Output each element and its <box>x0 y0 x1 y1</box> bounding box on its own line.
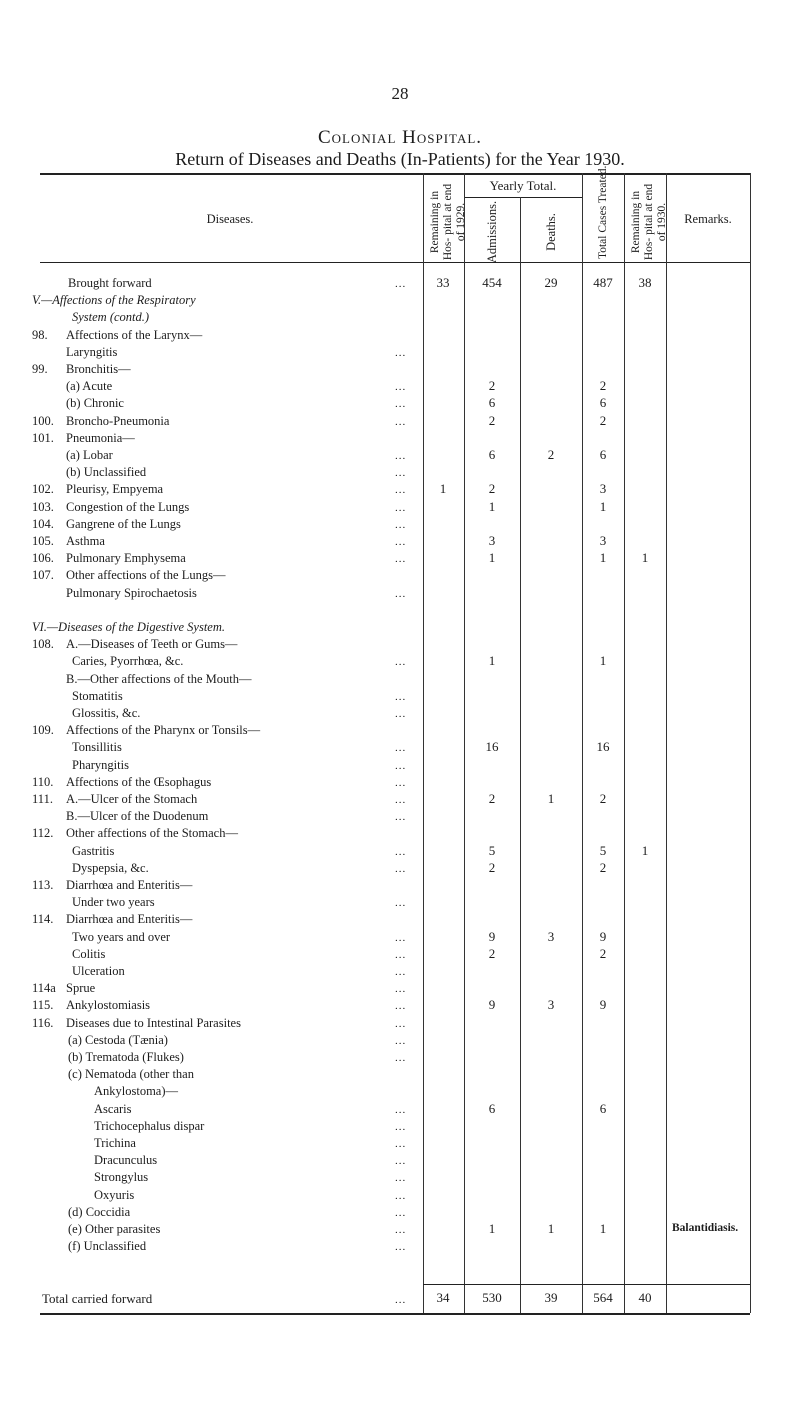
disease-label: Pulmonary Spirochaetosis <box>66 585 197 600</box>
leader-dots: ... <box>395 690 407 703</box>
cell-total-treated: 2 <box>599 412 607 428</box>
col-rule-6 <box>666 173 667 1313</box>
leader-dots: ... <box>395 1034 407 1047</box>
leader-dots: ... <box>395 1120 407 1133</box>
leader-dots: ... <box>395 1000 407 1013</box>
cell-total-treated: 2 <box>599 378 607 394</box>
leader-dots: ... <box>395 484 407 497</box>
disease-label: Diarrhœa and Enteritis— <box>66 878 193 892</box>
cell-total-treated: 1 <box>599 653 607 669</box>
cell-admissions: 3 <box>488 533 496 548</box>
leader-dots: ... <box>395 931 407 944</box>
disease-label: Broncho-Pneumonia <box>66 413 170 428</box>
leader-dots: ... <box>395 966 407 978</box>
disease-label: Other affections of the Lungs— <box>66 568 226 583</box>
disease-label: Brought forward <box>68 276 152 290</box>
row-number: 104. <box>32 516 54 531</box>
report-title: Colonial Hospital. <box>317 127 483 148</box>
cell-total-treated: 3 <box>599 533 607 548</box>
cell-total-treated: 9 <box>599 997 607 1013</box>
row-number: 106. <box>32 551 54 566</box>
leader-dots: ... <box>395 501 407 514</box>
cell-remaining-start: 33 <box>436 275 450 290</box>
cell-admissions: 2 <box>488 791 496 806</box>
leader-dots: ... <box>395 656 407 669</box>
row-number: 114a <box>32 981 56 996</box>
col-rule-3 <box>520 197 521 1313</box>
footer-deaths: 39 <box>544 1290 558 1305</box>
cell-total-treated: 6 <box>599 1100 607 1116</box>
disease-label: Affections of the Pharynx or Tonsils— <box>66 723 261 738</box>
leader-dots: ... <box>395 742 407 755</box>
leader-dots: ... <box>395 1224 407 1236</box>
cell-total-treated: 2 <box>599 859 607 875</box>
cell-deaths: 1 <box>547 1221 555 1236</box>
leader-dots: ... <box>395 1155 407 1168</box>
row-number: 112. <box>32 826 54 841</box>
cell-remaining-end: 38 <box>638 275 652 290</box>
disease-label: (f) Unclassified <box>68 1239 147 1254</box>
disease-label: Laryngitis <box>66 344 118 359</box>
leader-dots: ... <box>395 278 407 290</box>
cell-admissions: 5 <box>488 842 496 858</box>
cell-admissions: 9 <box>488 928 496 944</box>
row-number: 108. <box>32 637 54 652</box>
disease-label: Ankylostoma)— <box>94 1084 179 1099</box>
leader-dots: ... <box>395 1172 407 1185</box>
leader-dots: ... <box>395 862 407 875</box>
disease-label: (a) Acute <box>66 379 113 394</box>
disease-label: Gastritis <box>72 843 115 858</box>
leader-dots: ... <box>395 948 407 961</box>
disease-label: (b) Trematoda (Flukes) <box>68 1050 184 1064</box>
disease-label: Ascaris <box>94 1101 132 1116</box>
cell-total-treated: 3 <box>599 481 607 497</box>
cell-total-treated: 5 <box>599 842 607 858</box>
disease-label: (d) Coccidia <box>68 1204 131 1219</box>
leader-dots: ... <box>395 346 407 359</box>
cell-admissions: 1 <box>488 550 496 566</box>
disease-label: Other affections of the Stomach— <box>66 826 238 841</box>
leader-dots: ... <box>395 398 407 411</box>
disease-label: Affections of the Larynx— <box>66 327 203 342</box>
cell-remarks: Balantidiasis. <box>672 1222 739 1234</box>
table-bottom-rule <box>40 1313 750 1315</box>
disease-label: V.—Affections of the Respiratory <box>32 293 196 308</box>
cell-admissions: 9 <box>488 997 496 1013</box>
cell-total-treated: 16 <box>596 739 610 755</box>
header-remaining-end: Remaining in Hos- pital at end of 1930. <box>630 183 668 261</box>
footer-rem-start: 34 <box>436 1290 450 1305</box>
row-number: 116. <box>32 1015 54 1030</box>
leader-dots: ... <box>395 536 407 548</box>
header-remarks: Remarks. <box>684 212 732 226</box>
cell-remaining-end: 1 <box>641 550 649 566</box>
cell-admissions: 2 <box>488 481 496 497</box>
row-number: 109. <box>32 723 54 738</box>
row-number: 102. <box>32 482 54 497</box>
disease-label: Trichina <box>94 1136 136 1150</box>
cell-admissions: 2 <box>488 412 496 428</box>
cell-remaining-end: 1 <box>641 842 649 858</box>
disease-label: B.—Other affections of the Mouth— <box>66 671 252 686</box>
cell-admissions: 2 <box>488 945 496 961</box>
disease-label: B.—Ulcer of the Duodenum <box>66 809 209 824</box>
col-rule-5 <box>624 173 625 1313</box>
disease-label: (c) Nematoda (other than <box>68 1067 194 1082</box>
cell-total-treated: 2 <box>599 791 607 806</box>
row-number: 98. <box>32 327 48 342</box>
cell-admissions: 1 <box>488 1221 496 1236</box>
col-rule-7 <box>750 173 751 1313</box>
row-number: 114. <box>32 912 54 927</box>
disease-label: Diarrhœa and Enteritis— <box>66 912 193 927</box>
cell-deaths: 3 <box>547 997 555 1013</box>
footer-rem-end: 40 <box>638 1290 652 1305</box>
cell-total-treated: 2 <box>599 945 607 961</box>
cell-remaining-start: 1 <box>439 481 447 497</box>
cell-admissions: 2 <box>488 378 496 394</box>
disease-label: Pharyngitis <box>72 757 129 772</box>
disease-label: Oxyuris <box>94 1187 135 1202</box>
leader-dots: ... <box>395 708 407 720</box>
leader-dots: ... <box>395 1017 407 1030</box>
row-number: 111. <box>32 792 53 806</box>
cell-admissions: 1 <box>488 653 496 669</box>
row-number: 115. <box>32 998 54 1013</box>
table-top-rule <box>40 173 750 175</box>
disease-label: VI.—Diseases of the Digestive System. <box>32 620 226 634</box>
leader-dots: ... <box>395 897 407 910</box>
disease-label: Ankylostomiasis <box>66 998 151 1013</box>
disease-label: Dracunculus <box>94 1153 158 1168</box>
cell-deaths: 3 <box>547 928 555 944</box>
row-number: 107. <box>32 568 54 583</box>
leader-dots: ... <box>395 518 407 531</box>
disease-label: Under two years <box>72 895 155 910</box>
leader-dots: ... <box>395 450 407 462</box>
leader-dots: ... <box>395 415 407 428</box>
header-bottom-rule <box>40 262 750 263</box>
leader-dots: ... <box>395 845 407 858</box>
cell-total-treated: 487 <box>593 275 613 290</box>
disease-label: Gangrene of the Lungs <box>66 516 181 531</box>
disease-label: (b) Chronic <box>66 396 124 411</box>
leader-dots: ... <box>395 1189 407 1202</box>
disease-label: System (contd.) <box>72 310 150 325</box>
disease-label: Pneumonia— <box>66 430 135 445</box>
row-number: 110. <box>32 774 54 789</box>
footer-total: 564 <box>593 1290 613 1305</box>
header-yearly-total: Yearly Total. <box>489 178 557 193</box>
disease-label: Asthma <box>66 534 105 548</box>
disease-label: Colitis <box>72 946 106 961</box>
disease-label: Tonsillitis <box>72 740 122 755</box>
footer-dots: ... <box>395 1294 407 1306</box>
disease-label: (b) Unclassified <box>66 465 147 480</box>
leader-dots: ... <box>395 759 407 772</box>
leader-dots: ... <box>395 1052 407 1064</box>
cell-deaths: 29 <box>544 275 558 290</box>
row-number: 101. <box>32 430 54 445</box>
header-deaths: Deaths. <box>544 213 558 251</box>
leader-dots: ... <box>395 381 407 394</box>
disease-label: Caries, Pyorrhœa, &c. <box>72 654 184 669</box>
leader-dots: ... <box>395 587 407 600</box>
cell-admissions: 2 <box>488 859 496 875</box>
header-remaining-start: Remaining in Hos- pital at end of 1929. <box>429 183 467 261</box>
disease-label: Sprue <box>66 981 96 996</box>
cell-deaths: 1 <box>547 791 555 806</box>
cell-total-treated: 9 <box>599 928 607 944</box>
disease-label: Glossitis, &c. <box>72 706 141 720</box>
leader-dots: ... <box>395 794 407 806</box>
leader-dots: ... <box>395 811 407 824</box>
cell-total-treated: 6 <box>599 447 607 462</box>
disease-label: (a) Lobar <box>66 448 113 462</box>
disease-label: Strongylus <box>94 1170 149 1185</box>
row-number: 100. <box>32 413 54 428</box>
cell-admissions: 16 <box>485 739 499 755</box>
cell-total-treated: 6 <box>599 395 607 411</box>
header-admissions: Admissions. <box>485 200 499 264</box>
leader-dots: ... <box>395 553 407 566</box>
cell-total-treated: 1 <box>599 498 607 514</box>
disease-label: A.—Diseases of Teeth or Gums— <box>66 637 238 652</box>
leader-dots: ... <box>395 1138 407 1150</box>
row-number: 103. <box>32 499 54 514</box>
leader-dots: ... <box>395 1103 407 1116</box>
footer-admissions: 530 <box>482 1290 502 1305</box>
cell-admissions: 1 <box>488 498 496 514</box>
disease-label: Affections of the Œsophagus <box>66 774 212 789</box>
disease-label: Trichocephalus dispar <box>94 1118 205 1133</box>
page-number: 28 <box>391 84 409 103</box>
disease-label: Two years and over <box>72 929 171 944</box>
disease-label: Congestion of the Lungs <box>66 499 190 514</box>
cell-deaths: 2 <box>547 447 555 462</box>
header-total-treated: Total Cases Treated. <box>597 165 609 259</box>
disease-label: Diseases due to Intestinal Parasites <box>66 1015 241 1030</box>
row-number: 113. <box>32 878 54 892</box>
leader-dots: ... <box>395 467 407 480</box>
disease-label: Dyspepsia, &c. <box>72 860 149 875</box>
disease-label: A.—Ulcer of the Stomach <box>66 792 198 806</box>
col-rule-2 <box>464 173 465 1313</box>
leader-dots: ... <box>395 776 407 789</box>
cell-admissions: 6 <box>488 395 496 411</box>
disease-label: Stomatitis <box>72 688 123 703</box>
footer-label: Total carried forward <box>42 1291 153 1306</box>
disease-label: (a) Cestoda (Tænia) <box>68 1032 168 1047</box>
disease-label: Ulceration <box>72 964 125 978</box>
cell-total-treated: 1 <box>599 1221 607 1236</box>
col-rule-1 <box>423 173 424 1313</box>
header-diseases: Diseases. <box>206 212 254 226</box>
row-number: 105. <box>32 534 54 548</box>
disease-label: Bronchitis— <box>66 362 131 376</box>
leader-dots: ... <box>395 1206 407 1219</box>
cell-admissions: 454 <box>482 275 502 290</box>
leader-dots: ... <box>395 983 407 996</box>
report-subtitle: Return of Diseases and Deaths (In-Patients) for the Year 1930. <box>175 149 625 169</box>
disease-label: Pleurisy, Empyema <box>66 482 164 497</box>
row-number: 99. <box>32 362 48 376</box>
disease-label: Pulmonary Emphysema <box>66 551 186 566</box>
cell-admissions: 6 <box>488 447 496 462</box>
leader-dots: ... <box>395 1241 407 1254</box>
cell-admissions: 6 <box>488 1100 496 1116</box>
disease-label: (e) Other parasites <box>68 1222 161 1236</box>
cell-total-treated: 1 <box>599 550 607 566</box>
footer-rule <box>423 1284 750 1285</box>
